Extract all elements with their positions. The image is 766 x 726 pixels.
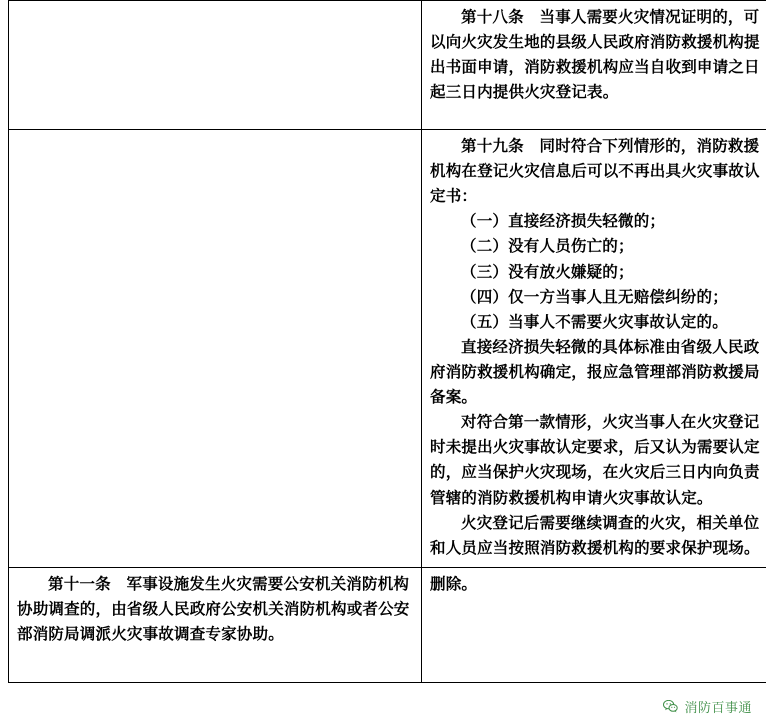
- paragraph-article-19-item-1: （一）直接经济损失轻微的；: [461, 213, 666, 231]
- wechat-icon: [663, 700, 678, 713]
- table-cell-left-old-text: [9, 567, 422, 682]
- comparison-table: [8, 0, 766, 683]
- paragraph-article-19-scene: 火灾登记后需要继续调查的火灾，相关单位和人员应当按照消防救援机构的要求保护现场。: [430, 514, 760, 557]
- paragraph-article-19-item-4: （四）仅一方当事人且无赔偿纠纷的；: [461, 288, 728, 306]
- paragraph-article-19-item-5: （五）当事人不需要火灾事故认定的。: [461, 313, 728, 331]
- paragraph-article-11: 第十一条 军事设施发生火灾需要公安机关消防机构协助调查的，由省级人民政府公安机关消防机构或者公安部消防局调派火灾事故调查专家协助。: [17, 575, 410, 644]
- paragraph-article-19-standard: 直接经济损失轻微的具体标准由省级人民政府消防救援机构确定，报应急管理部消防救援局备案。: [430, 338, 760, 407]
- table-body: [9, 1, 766, 683]
- table-cell-right-new-text: [422, 1, 766, 130]
- table-cell-left-old-text: [9, 1, 422, 130]
- paragraph-article-19-intro: 第十九条 同时符合下列情形的，消防救援机构在登记火灾信息后可以不再出具火灾事故认定书：: [430, 138, 760, 206]
- paragraph-article-19-item-2: （二）没有人员伤亡的；: [461, 238, 634, 256]
- table-row: [9, 1, 766, 130]
- table-row: [9, 130, 766, 568]
- watermark: [663, 697, 752, 716]
- paragraph-article-19-item-3: （三）没有放火嫌疑的；: [461, 263, 634, 281]
- table-cell-right-new-text: [422, 567, 766, 682]
- table-cell-right-new-text: [422, 130, 766, 568]
- paragraph-deleted-note: 删除。: [430, 575, 478, 593]
- watermark-label: 消防百事通: [684, 700, 752, 715]
- table-cell-left-old-text: [9, 130, 422, 568]
- paragraph-article-18: 第十八条 当事人需要火灾情况证明的，可以向火灾发生地的县级人民政府消防救援机构提出书面申请，消防救援机构应当自收到申请之日起三日内提供火灾登记表。: [430, 9, 760, 102]
- paragraph-article-19-request: 对符合第一款情形，火灾当事人在火灾登记时未提出火灾事故认定要求，后又认为需要认定的，应当保护火灾现场，在火灾后三日内向负责管辖的消防救援机构申请火灾事故认定。: [430, 414, 760, 507]
- table-row: [9, 567, 766, 682]
